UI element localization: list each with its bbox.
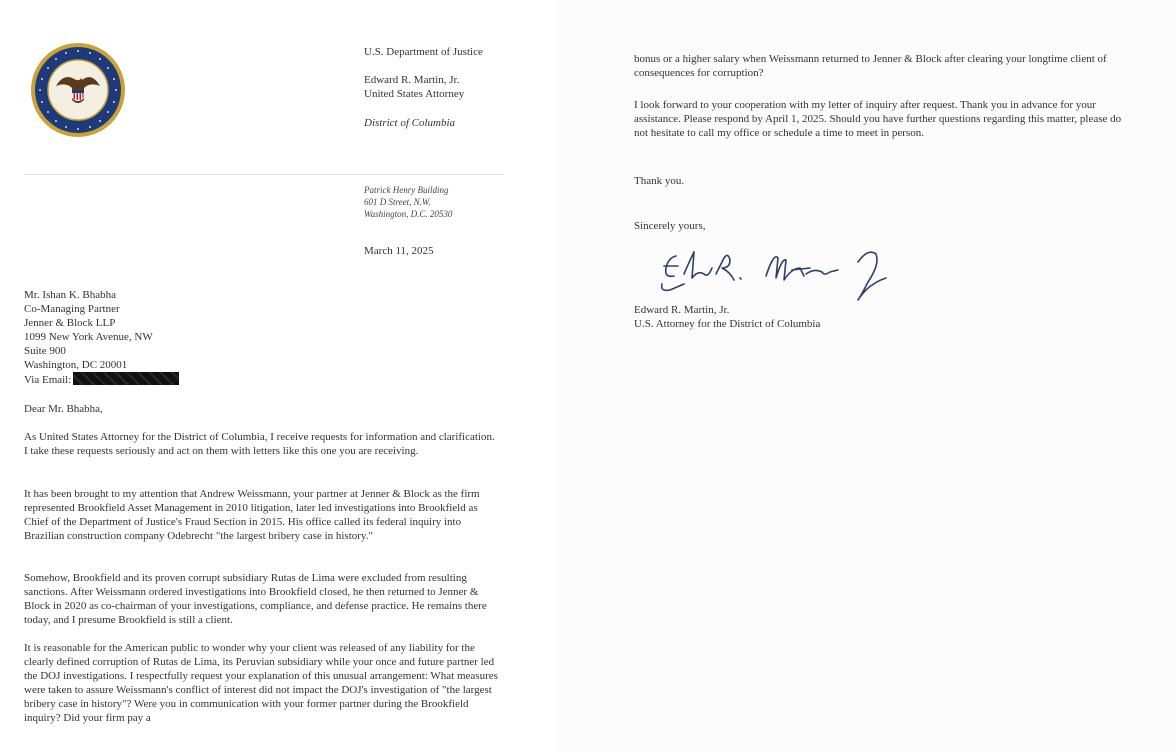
continuation-paragraph bbox=[634, 52, 1134, 80]
recipient-street: 1099 New York Avenue, NW bbox=[24, 331, 153, 343]
recipient-city: Washington, DC 20001 bbox=[24, 359, 128, 371]
office-address bbox=[364, 184, 452, 220]
redacted-email bbox=[73, 372, 179, 385]
paragraph-3 bbox=[24, 571, 499, 627]
recipient-block bbox=[24, 288, 179, 387]
paragraph-text: Somehow, Brookfield and its proven corrupt subsidiary Rutas de Lima were excluded from resulting sanctions. After Weissmann ordered investigations into Brookfield closed, he then returned to Jenner & Block in 2020 as co-chairman of your investigations, compliance, and defense practice. He remains there today, and I presume Brookfield is still a client. bbox=[24, 572, 487, 626]
letterhead-official bbox=[364, 73, 464, 101]
signer-name: Edward R. Martin, Jr. bbox=[634, 304, 730, 316]
recipient-suite: Suite 900 bbox=[24, 345, 66, 357]
letterhead-department bbox=[364, 45, 483, 59]
paragraph-2 bbox=[24, 487, 499, 543]
doj-seal-icon bbox=[30, 42, 126, 138]
recipient-firm: Jenner & Block LLP bbox=[24, 317, 116, 329]
letterhead-divider bbox=[24, 174, 504, 175]
office-street: 601 D Street, N.W. bbox=[364, 197, 431, 207]
thank-you-line: Thank you. bbox=[634, 175, 685, 187]
paragraph-text: It has been brought to my attention that Andrew Weissmann, your partner at Jenner & Block as the firm represented Brookfield Asset Management in 2010 litigation, later led investigations into Brookfield as Chief of the Department of Justice's Fraud Section in 2015. His office called its federal inquiry into Brazilian construction company Odebrecht "the largest bribery case in history." bbox=[24, 488, 480, 542]
paragraph-text: bonus or a higher salary when Weissmann returned to Jenner & Block after clearing your longtime client of consequences for corruption? bbox=[634, 53, 1107, 79]
paragraph-4 bbox=[24, 641, 499, 725]
office-building: Patrick Henry Building bbox=[364, 185, 449, 195]
recipient-name: Mr. Ishan K. Bhabha bbox=[24, 289, 116, 301]
handwritten-signature bbox=[654, 238, 914, 306]
letter-date: March 11, 2025 bbox=[364, 245, 434, 257]
recipient-email-line bbox=[24, 372, 179, 387]
recipient-role: Co-Managing Partner bbox=[24, 303, 120, 315]
district-label: District of Columbia bbox=[364, 117, 456, 129]
signer-title: U.S. Attorney for the District of Columbia bbox=[634, 318, 821, 330]
official-name: Edward R. Martin, Jr. bbox=[364, 74, 460, 86]
request-paragraph bbox=[634, 98, 1134, 140]
signer-block bbox=[634, 303, 1134, 331]
department-name: U.S. Department of Justice bbox=[364, 46, 483, 58]
closing-line: Sincerely yours, bbox=[634, 220, 706, 232]
paragraph-1 bbox=[24, 430, 499, 458]
paragraph-text: It is reasonable for the American public to wonder why your client was released of any liability for the clearly defined corruption of Rutas de Lima, its Peruvian subsidiary while your once and future partner led the DOJ investigations. I respectfully request your explanation of this unusual arrangement: What measures were taken to assure Weissmann's conflict of interest did not impact the DOJ's investigation of "the largest bribery case in history"? Were you in communication with your former partner during the Brookfield inquiry? Did your firm pay a bbox=[24, 642, 498, 724]
office-city: Washington, D.C. 20530 bbox=[364, 209, 453, 219]
paragraph-text: As United States Attorney for the District of Columbia, I receive requests for information and clarification. I take these requests seriously and act on them with letters like this one you are receiving. bbox=[24, 431, 495, 457]
via-email-label: Via Email: bbox=[24, 374, 72, 386]
salutation: Dear Mr. Bhabha, bbox=[24, 403, 103, 415]
official-title: United States Attorney bbox=[364, 88, 465, 100]
paragraph-text: I look forward to your cooperation with my letter of inquiry after request. Thank you in advance for your assistance. Please respond by April 1, 2025. Should you have further questions regarding this matter, please do not hesitate to call my office or schedule a time to meet in person. bbox=[634, 99, 1122, 139]
letter-page-1 bbox=[0, 0, 556, 752]
